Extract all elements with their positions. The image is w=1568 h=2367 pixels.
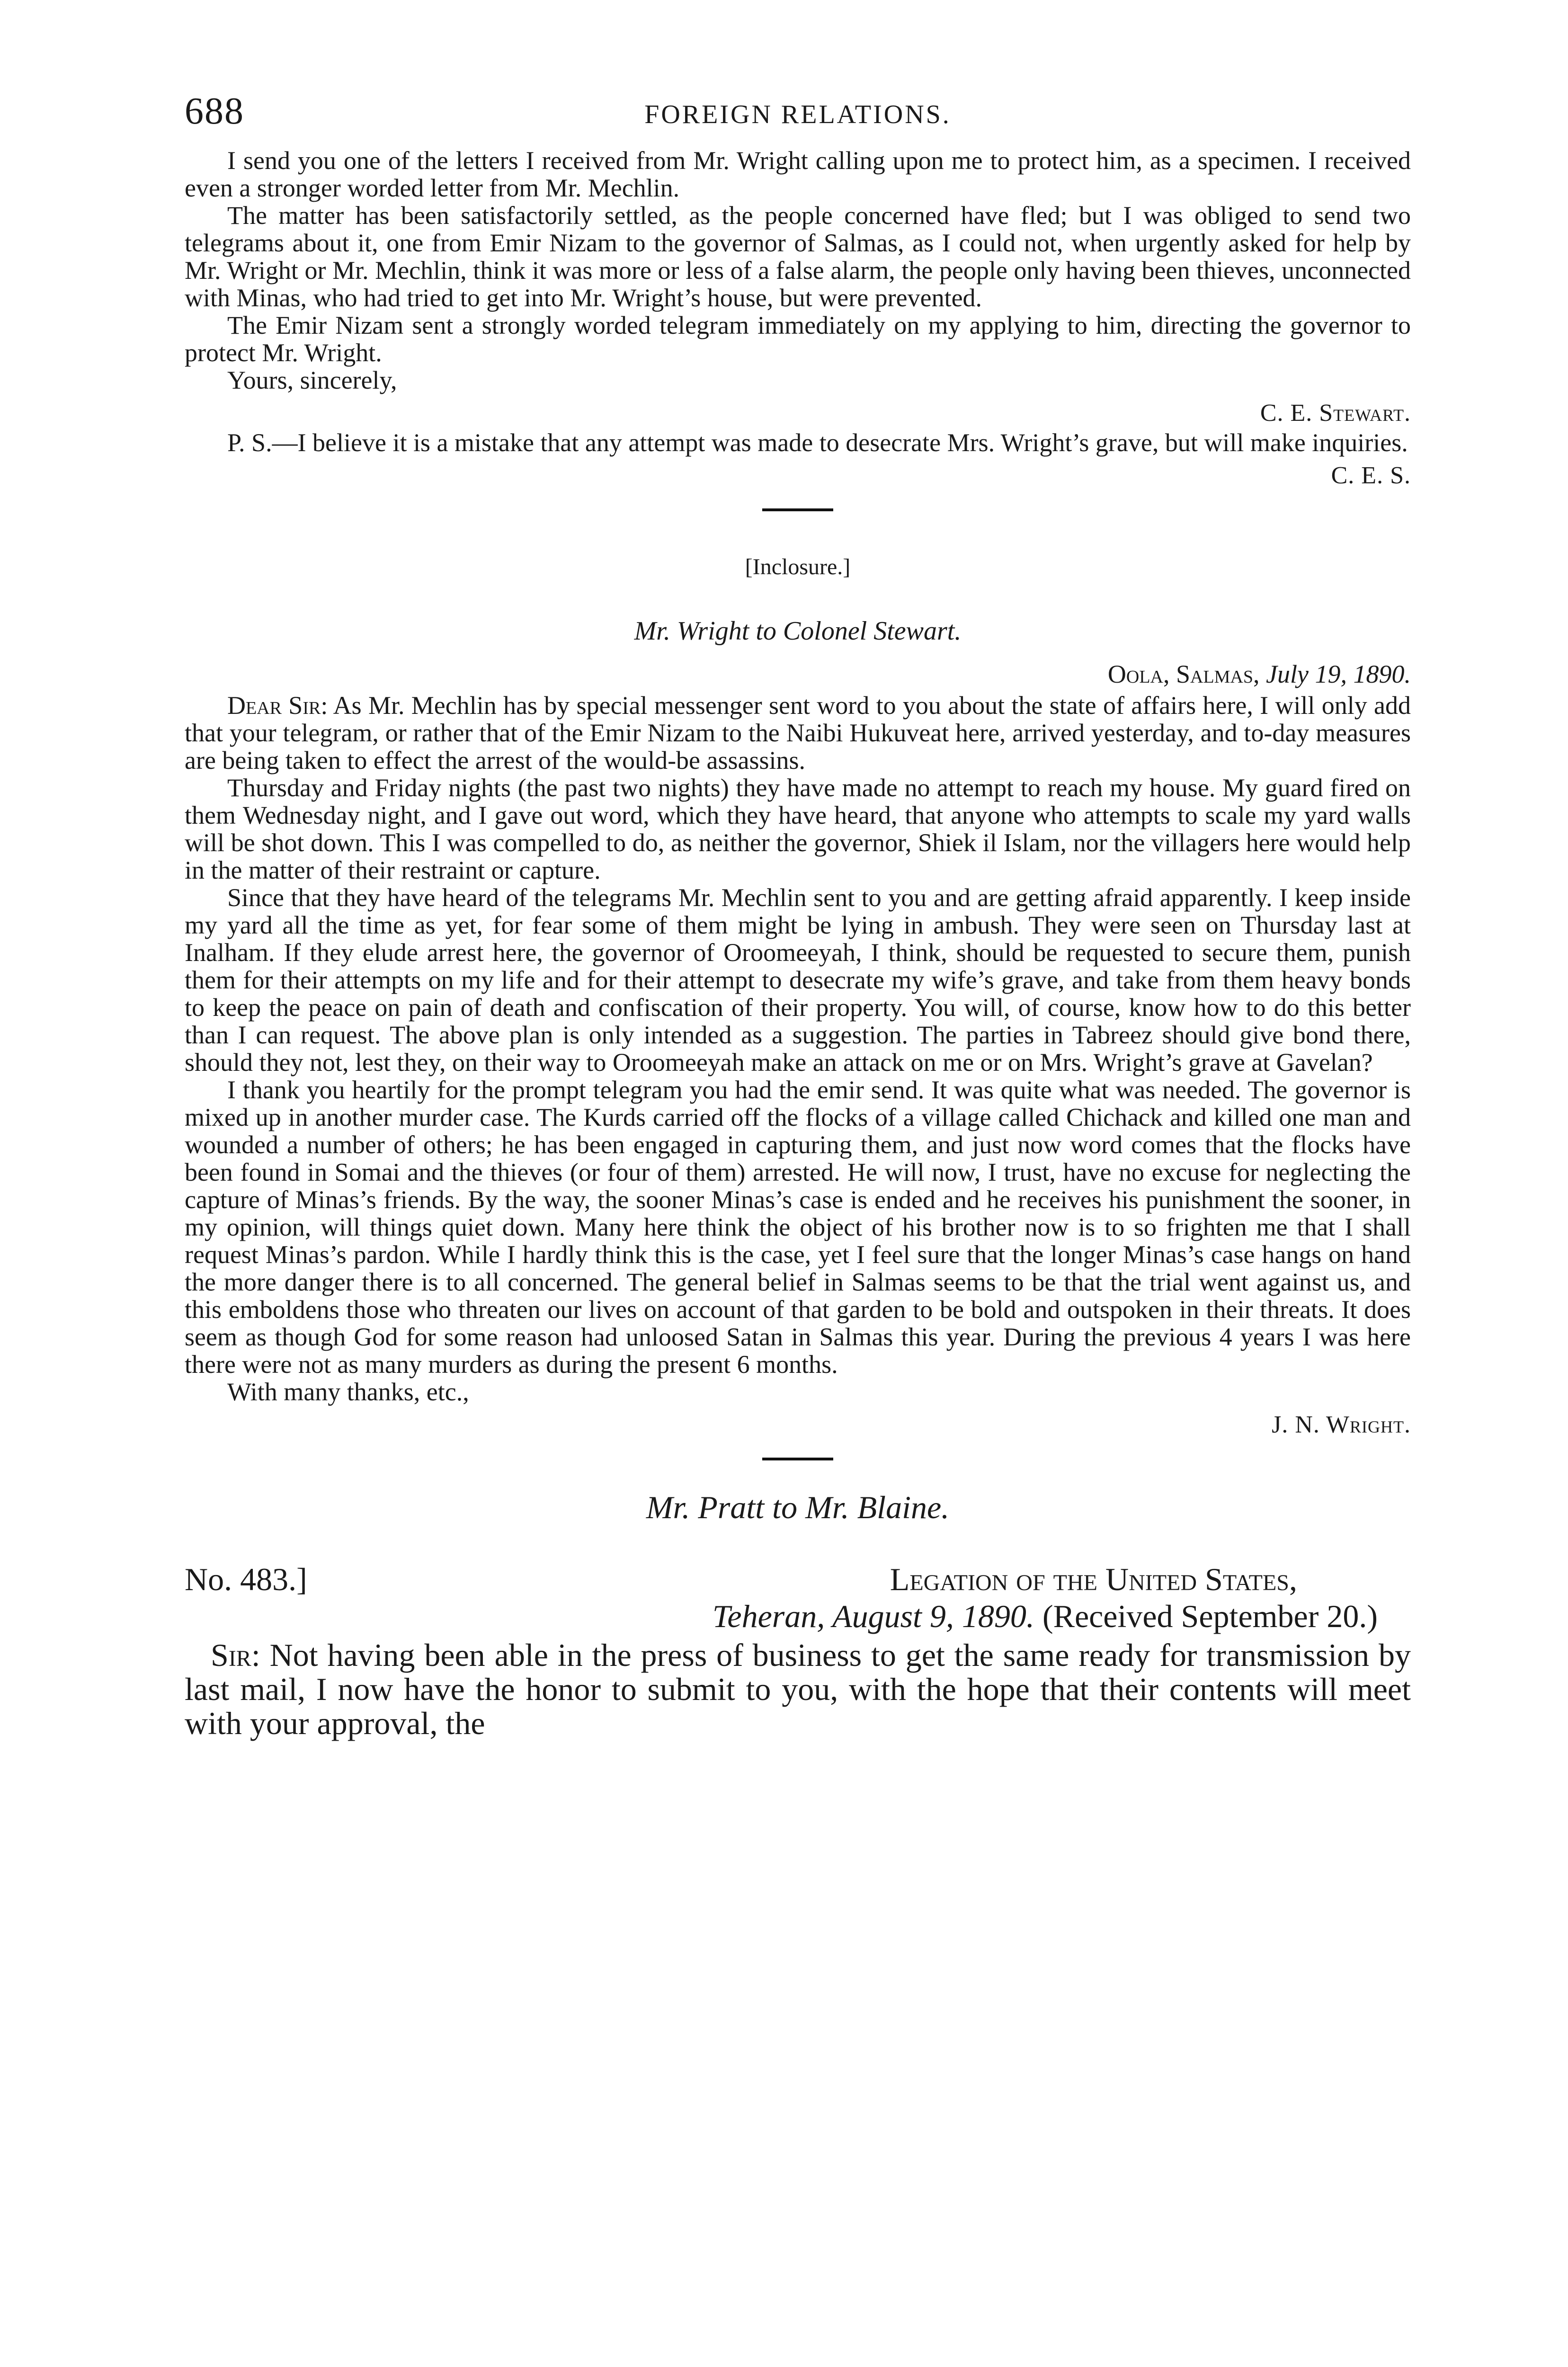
- dispatch-number: No. 483.]: [185, 1561, 307, 1597]
- dispatch-body-text: Not having been able in the press of business to get the same ready for transmission by last mail, I now have the honor to submit to you, with the hope that their contents will meet with your approval, the: [185, 1637, 1411, 1741]
- inclosure-paragraph-2: Thursday and Friday nights (the past two nights) they have made no attempt to reach my house. My guard fired on them Wednesday night, and I gave out word, which they have heard, that anyone who attempts to scale my yard walls will be shot down. This I was compelled to do, as neither the governor, Shiek il Islam, nor the villagers here would help in the matter of their restraint or capture.: [185, 774, 1411, 884]
- inclosure-date: July 19, 1890.: [1266, 660, 1411, 688]
- inclosure-label: [Inclosure.]: [745, 554, 851, 579]
- inclosure-paragraph-1-text: As Mr. Mechlin has by special messenger sent word to you about the state of affairs here, I will only add that your telegram, or rather that of the Emir Nizam to the Naibi Hukuveat here, arrived yesterday, and to-day measures are being taken to effect the arrest of the would-be assassins.: [185, 691, 1411, 774]
- letter-one-closing: Yours, sincerely,: [227, 366, 397, 394]
- inclosure-paragraph-4: I thank you heartily for the prompt telegram you had the emir send. It was quite what was needed. The governor is mixed up in another murder case. The Kurds carried off the flocks of a village called Chichack and killed one man and wounded a number of others; he has been engaged in capturing them, and just now word comes that the flocks have been found in Somai and the thieves (or four of them) arrested. He will now, I trust, have no excuse for neglecting the capture of Minas’s friends. By the way, the sooner Minas’s case is ended and he receives his punishment the sooner, in my opinion, will things quiet down. Many here think the object of his brother now is to so frighten me that I shall request Minas’s pardon. While I hardly think this is the case, yet I feel sure that the longer Minas’s case hangs on hand the more danger there is to all concerned. The general belief in Salmas seems to be that the trial went against us, and this emboldens those who threaten our lives on account of that garden to be bold and outspoken in their threats. It does seem as though God for some reason had unloosed Satan in Salmas this year. During the previous 4 years I was here there were not as many murders as during the present 6 months.: [185, 1076, 1411, 1379]
- inclosure-salutation: Dear Sir:: [227, 691, 328, 720]
- inclosure-signature: J. N. Wright.: [1272, 1411, 1411, 1438]
- dispatch-date-line: [185, 1599, 1411, 1633]
- dispatch-header-line: [185, 1562, 1411, 1599]
- letter-one-paragraph-3: The Emir Nizam sent a strongly worded telegram immediately on my applying to him, directing the governor to protect Mr. Wright.: [185, 311, 1411, 367]
- dispatch-body: [185, 1638, 1411, 1740]
- dispatch-salutation: Sir:: [211, 1637, 260, 1673]
- dispatch-heading: Mr. Pratt to Mr. Blaine.: [646, 1489, 950, 1525]
- inclosure-heading: Mr. Wright to Colonel Stewart.: [634, 616, 962, 646]
- letter-one-postscript-initials: C. E. S.: [1331, 462, 1411, 489]
- dispatch-received: (Received September 20.): [1042, 1598, 1378, 1634]
- section-divider-1: [762, 508, 833, 511]
- letter-one-signature: C. E. Stewart.: [1260, 400, 1411, 427]
- running-head: FOREIGN RELATIONS.: [644, 100, 951, 129]
- inclosure-place: Oola, Salmas,: [1107, 660, 1260, 688]
- page-number: 688: [185, 90, 244, 132]
- letter-one-postscript: P. S.—I believe it is a mistake that any attempt was made to desecrate Mrs. Wright’s grave, but will make inquiries.: [227, 428, 1408, 457]
- legation-name: Legation of the United States,: [890, 1561, 1297, 1597]
- page-header: [185, 85, 1411, 147]
- inclosure-letter: [185, 692, 1411, 1439]
- letter-one-paragraph-1: I send you one of the letters I received from Mr. Wright calling upon me to protect him, as a specimen. I received even a stronger worded letter from Mr. Mechlin.: [185, 146, 1411, 202]
- inclosure-paragraph-1: [185, 692, 1411, 774]
- letter-one-paragraph-2: The matter has been satisfactorily settled, as the people concerned have fled; but I was obliged to send two telegrams about it, one from Emir Nizam to the governor of Salmas, as I could not, when urgently asked for help by Mr. Wright or Mr. Mechlin, think it was more or less of a false alarm, the people only having been thieves, unconnected with Minas, who had tried to get into Mr. Wright’s house, but were prevented.: [185, 201, 1411, 312]
- inclosure-dateline: [185, 659, 1411, 689]
- dispatch-place-date: Teheran, August 9, 1890.: [712, 1598, 1034, 1634]
- inclosure-closing: With many thanks, etc.,: [227, 1378, 469, 1406]
- dispatch: [185, 1562, 1411, 1740]
- section-divider-2: [762, 1458, 833, 1460]
- letter-one: [185, 147, 1411, 489]
- document-page: [185, 85, 1411, 1740]
- inclosure-paragraph-3: Since that they have heard of the telegrams Mr. Mechlin sent to you and are getting afraid apparently. I keep inside my yard all the time as yet, for fear some of them might be lying in ambush. They were seen on Thursday last at Inalham. If they elude arrest here, the governor of Oroomeeyah, I think, should be requested to secure them, punish them for their attempts on my life and for their attempt to desecrate my wife’s grave, and take from them heavy bonds to keep the peace on pain of death and confiscation of their property. You will, of course, know how to do this better than I can request. The above plan is only intended as a suggestion. The parties in Tabreez should give bond there, should they not, lest they, on their way to Oroomeeyah make an attack on me or on Mrs. Wright’s grave at Gavelan?: [185, 883, 1411, 1077]
